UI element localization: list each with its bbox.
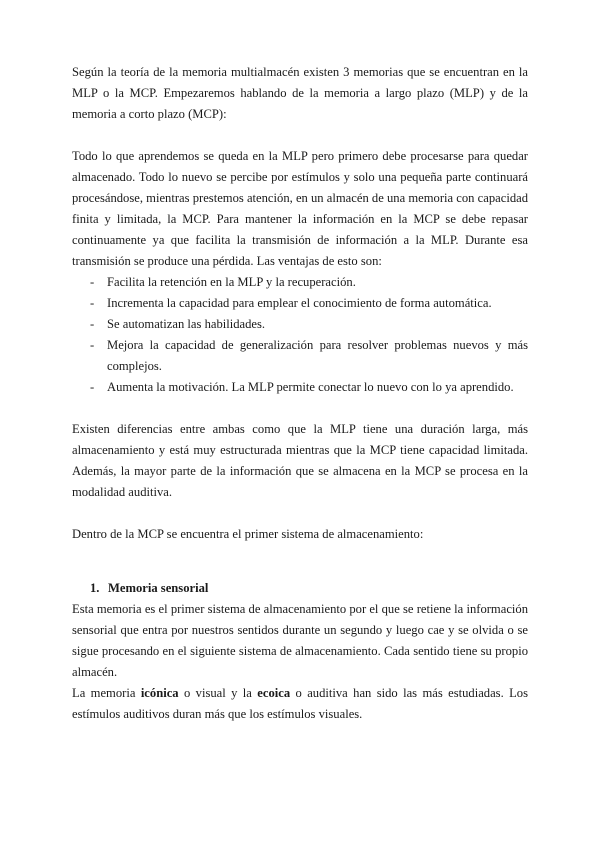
advantages-list xyxy=(72,272,528,398)
differences-paragraph: Existen diferencias entre ambas como que la MLP tiene una duración larga, más almacenamiento y está muy estructurada mientras que la MCP tiene capacidad limitada. Además, la mayor parte de la información que se almacena en la MCP se procesa en la modalidad auditiva. xyxy=(72,422,528,499)
list-item: - Se automatizan las habilidades. xyxy=(72,314,528,335)
ltm-paragraph: Todo lo que aprendemos se queda en la MLP pero primero debe procesarse para quedar almacenado. Todo lo nuevo se percibe por estímulos y solo una pequeña parte continuará procesándose, mientras prestemos atención, en un almacén de una memoria con capacidad finita y limitada, la MCP. Para mantener la información en la MCP se debe repasar continuamente ya que facilita la transmisión de información a la MLP. Durante esa transmisión se produce una pérdida. Las ventajas de esto son: xyxy=(72,149,528,268)
dash-bullet: - xyxy=(90,275,95,289)
term-echoic: ecoica xyxy=(257,686,291,700)
heading-title: Memoria sensorial xyxy=(108,581,209,595)
dash-bullet: - xyxy=(90,317,95,331)
mcp-intro-paragraph: Dentro de la MCP se encuentra el primer sistema de almacenamiento: xyxy=(72,527,424,541)
list-item: - Mejora la capacidad de generalización para resolver problemas nuevos y más complejos. xyxy=(72,335,528,377)
dash-bullet: - xyxy=(90,296,95,310)
section-heading xyxy=(72,578,528,599)
heading-number: 1. xyxy=(90,581,100,595)
list-item: - Facilita la retención en la MLP y la recuperación. xyxy=(72,272,528,293)
iconic-echoic-paragraph: La memoria icónica o visual y la ecoica o auditiva han sido las más estudiadas. Los estímulos auditivos duran más que los estímulos visuales. xyxy=(72,686,528,721)
dash-bullet: - xyxy=(90,338,95,352)
list-item: - Aumenta la motivación. La MLP permite conectar lo nuevo con lo ya aprendido. xyxy=(72,377,528,398)
document-page xyxy=(72,62,528,725)
term-iconic: icónica xyxy=(140,686,179,700)
intro-paragraph: Según la teoría de la memoria multialmacén existen 3 memorias que se encuentran en la MLP o la MCP. Empezaremos hablando de la memoria a largo plazo (MLP) y de la memoria a corto plazo (MCP): xyxy=(72,65,528,121)
sensory-memory-paragraph: Esta memoria es el primer sistema de almacenamiento por el que se retiene la información sensorial que entra por nuestros sentidos durante un segundo y luego cae y se olvida o se sigue procesando en el siguiente sistema de almacenamiento. Cada sentido tiene su propio almacén. xyxy=(72,602,528,679)
dash-bullet: - xyxy=(90,380,95,394)
list-item: - Incrementa la capacidad para emplear el conocimiento de forma automática. xyxy=(72,293,528,314)
